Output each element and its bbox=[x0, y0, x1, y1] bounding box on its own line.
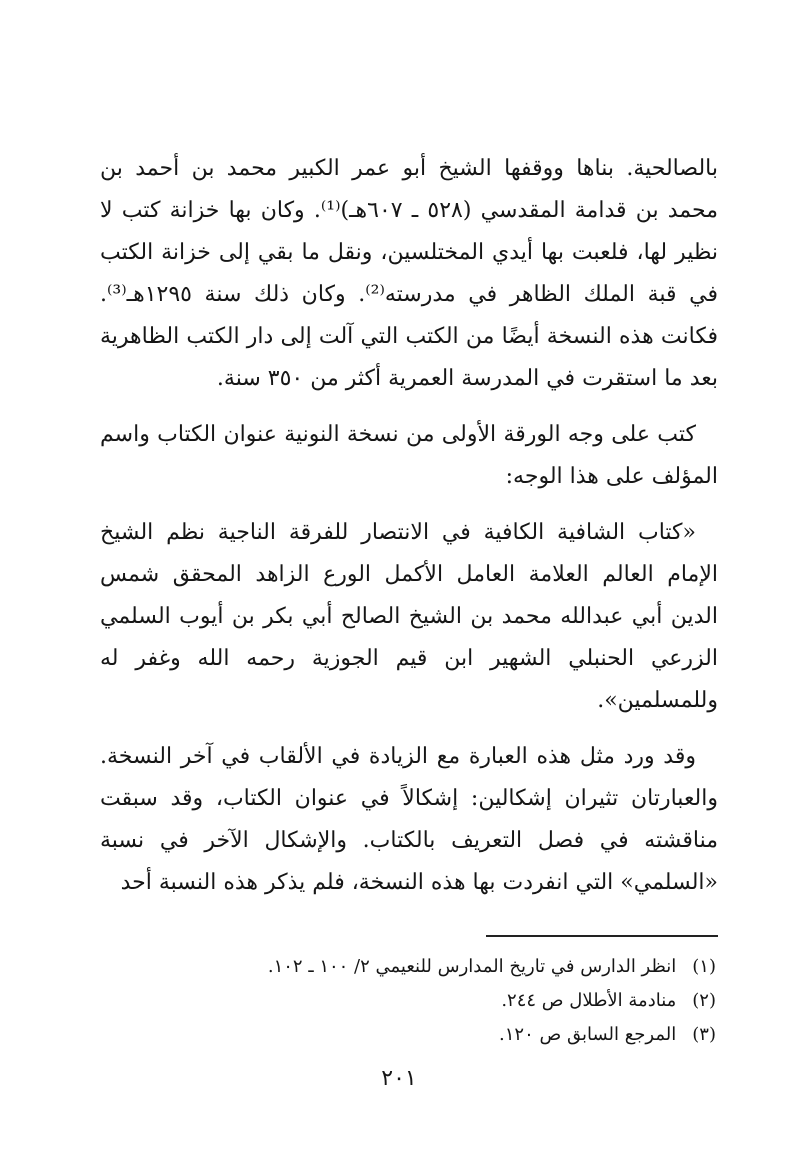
footnote-text: انظر الدارس في تاريخ المدارس للنعيمي ٢/ ١٠٠ ـ ١٠٢. bbox=[267, 956, 677, 977]
page-number: ٢٠١ bbox=[381, 1066, 417, 1091]
paragraph-madrasa-history: بالصالحية. بناها ووقفها الشيخ أبو عمر الكبير محمد بن أحمد بن محمد بن قدامة المقدسي (٥٢٨ ـ ٦٠٧هـ)⁽¹⁾. وكان بها خزانة كتب لا نظير لها، فلعبت بها أيدي المختلسين، ونقل ما بقي إلى خزانة الكتب في قبة الملك الظاهر في مدرسته⁽²⁾. وكان ذلك سنة ١٢٩٥هـ⁽³⁾. فكانت هذه النسخة أيضًا من الكتب التي آلت إلى دار الكتب الظاهرية بعد ما استقرت في المدرسة العمرية أكثر من ٣٥٠ سنة. bbox=[100, 156, 719, 391]
footnote-separator bbox=[486, 935, 718, 937]
footnote-2 bbox=[96, 984, 716, 1018]
footnote-1 bbox=[96, 950, 716, 984]
footnote-text: منادمة الأطلال ص ٢٤٤. bbox=[501, 990, 677, 1011]
footnote-text: المرجع السابق ص ١٢٠. bbox=[499, 1024, 677, 1045]
main-text bbox=[100, 148, 718, 904]
footnote-number: (٣) bbox=[692, 1024, 716, 1045]
paragraph-title-quote: «كتاب الشافية الكافية في الانتصار للفرقة الناجية نظم الشيخ الإمام العالم العلامة العامل الأكمل الورع الزاهد المحقق شمس الدين أبي عبدالله محمد بن الشيخ الصالح أبي بكر بن أيوب السلمي الزرعي الحنبلي الشهير ابن قيم الجوزية رحمه الله وغفر له وللمسلمين». bbox=[100, 520, 718, 713]
paragraph-title-page-intro: كتب على وجه الورقة الأولى من نسخة النونية عنوان الكتاب واسم المؤلف على هذا الوجه: bbox=[100, 422, 718, 489]
paragraph-title-discussion: وقد ورد مثل هذه العبارة مع الزيادة في الألقاب في آخر النسخة. والعبارتان تثيران إشكالين: إشكالاً في عنوان الكتاب، وقد سبقت مناقشته في فصل التعريف بالكتاب. والإشكال الآخر في نسبة «السلمي» التي انفردت بها هذه النسخة، فلم يذكر هذه النسبة أحد bbox=[100, 744, 718, 895]
footnote-3 bbox=[96, 1018, 716, 1052]
footnote-number: (١) bbox=[692, 956, 716, 977]
footnotes bbox=[96, 950, 716, 1052]
footnote-number: (٢) bbox=[692, 990, 716, 1011]
